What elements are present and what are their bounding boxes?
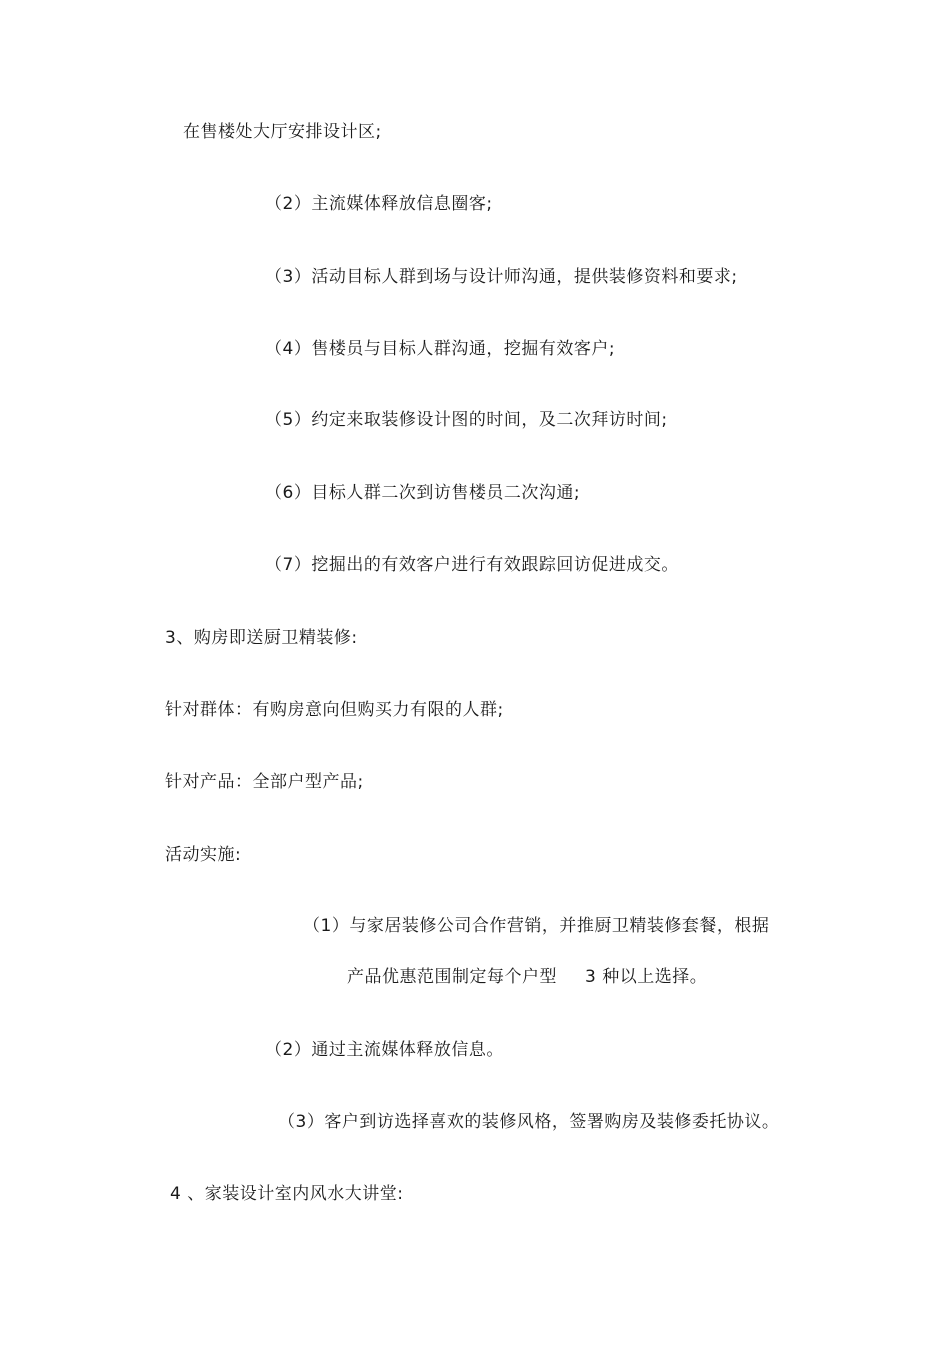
section-heading-4: 4 、家装设计室内风水大讲堂: [170,1184,404,1204]
target-group-line: 针对群体：有购房意向但购买力有限的人群; [165,700,504,720]
list-item-3b: （3）客户到访选择喜欢的装修风格，签署购房及装修委托协议。 [278,1112,780,1132]
continuation-part-1: 产品优惠范围制定每个户型 [347,967,557,987]
list-item-7: （7）挖掘出的有效客户进行有效跟踪回访促进成交。 [265,555,679,575]
continuation-part-2: 3 种以上选择。 [585,967,708,987]
list-item-1-continuation [347,965,707,989]
list-item-4: （4）售楼员与目标人群沟通，挖掘有效客户; [265,339,616,359]
activity-implementation-label: 活动实施: [165,845,242,865]
target-product-line: 针对产品：全部户型产品; [165,772,364,792]
list-item-5: （5）约定来取装修设计图的时间，及二次拜访时间; [265,410,668,430]
text-line: 在售楼处大厅安排设计区; [183,122,382,142]
section-heading-3: 3、购房即送厨卫精装修: [165,628,358,648]
list-item-2b: （2）通过主流媒体释放信息。 [265,1040,504,1060]
list-item-1: （1）与家居装修公司合作营销，并推厨卫精装修套餐，根据 [303,916,770,936]
list-item-2: （2）主流媒体释放信息圈客; [265,194,493,214]
list-item-3: （3）活动目标人群到场与设计师沟通，提供装修资料和要求; [265,267,738,287]
list-item-6: （6）目标人群二次到访售楼员二次沟通; [265,483,581,503]
